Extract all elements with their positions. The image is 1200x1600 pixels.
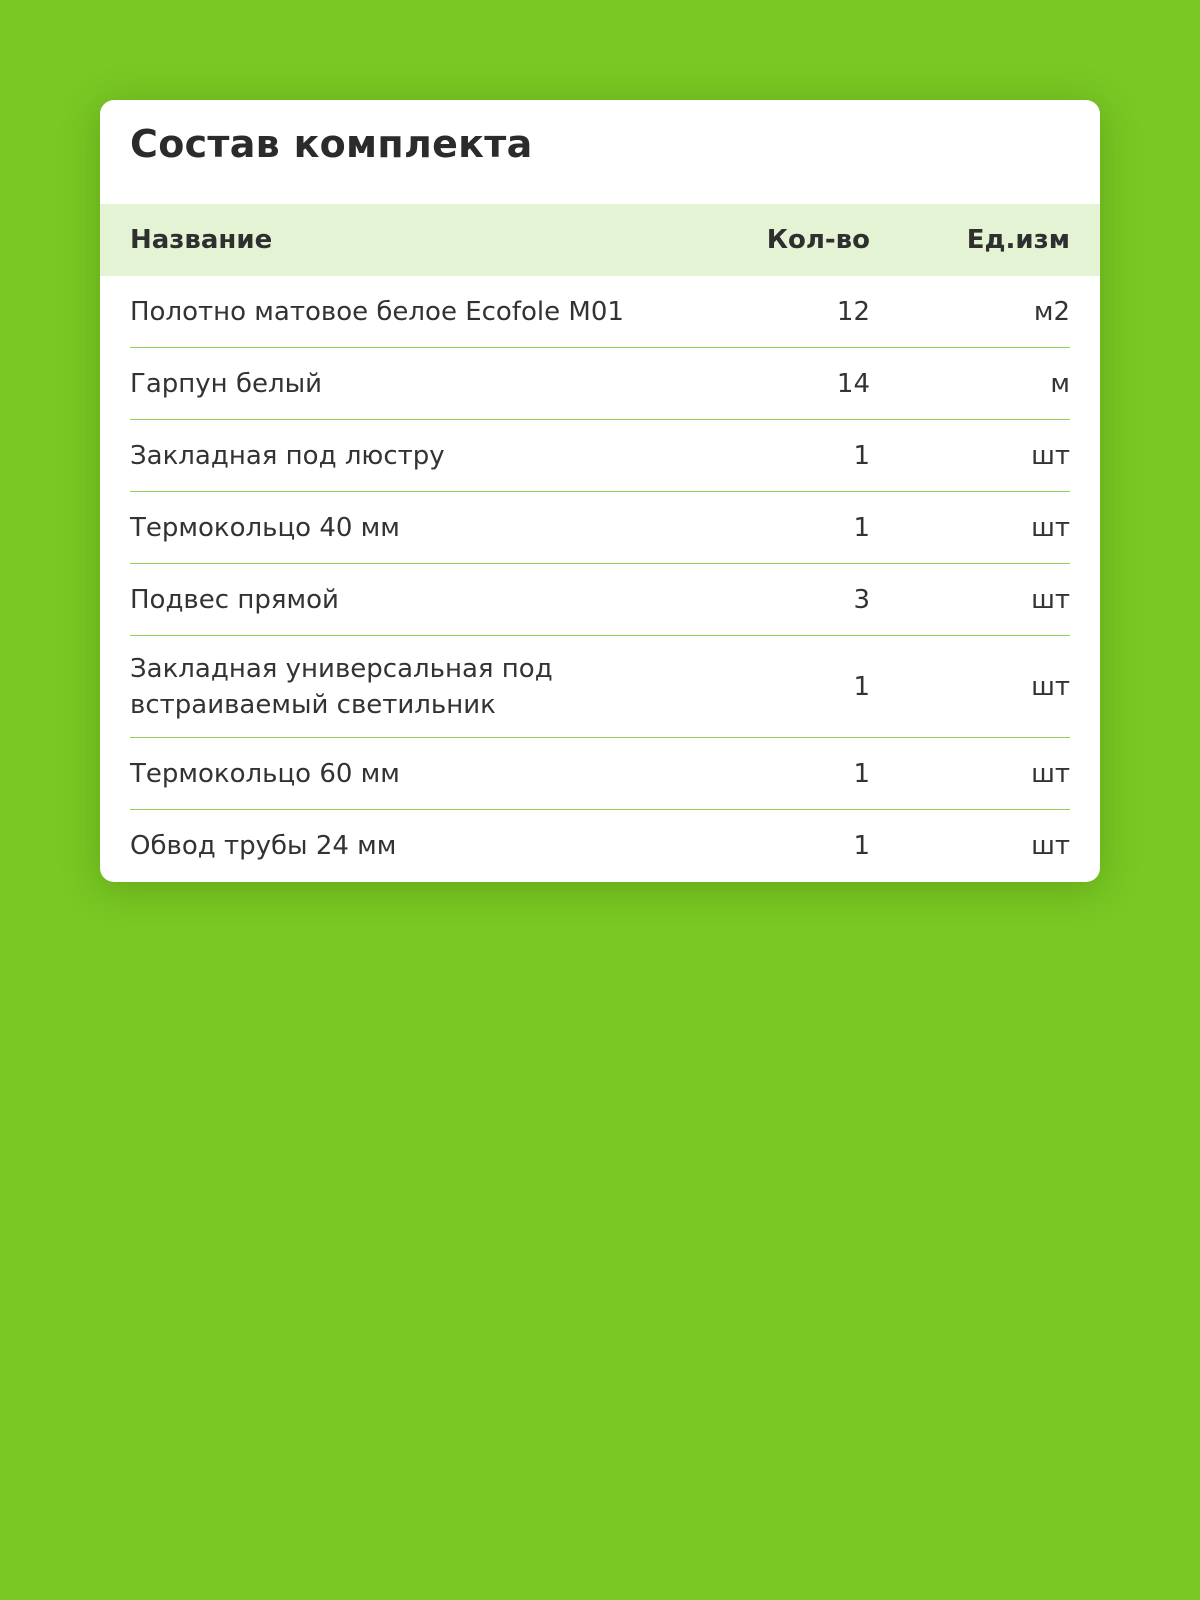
cell-name: Гарпун белый — [130, 368, 323, 399]
table-row — [130, 738, 1070, 810]
cell-unit: м2 — [1033, 296, 1070, 327]
cell-unit: шт — [1031, 584, 1070, 615]
cell-name: Термокольцо 60 мм — [130, 758, 400, 789]
header-unit: Ед.изм — [966, 225, 1070, 255]
table-row — [130, 276, 1070, 348]
table-row — [130, 564, 1070, 636]
cell-name: Подвес прямой — [130, 584, 339, 615]
header-name: Название — [130, 225, 273, 255]
cell-qty: 1 — [853, 758, 870, 789]
cell-name: Термокольцо 40 мм — [130, 512, 400, 543]
table-row — [130, 810, 1070, 882]
cell-unit: шт — [1031, 512, 1070, 543]
cell-unit: шт — [1031, 671, 1070, 702]
header-qty: Кол-во — [766, 225, 870, 255]
cell-name: Закладная универсальная под встраиваемый светильник — [130, 653, 553, 720]
cell-qty: 14 — [836, 368, 870, 399]
table-header — [100, 204, 1100, 276]
cell-unit: м — [1050, 368, 1070, 399]
cell-unit: шт — [1031, 758, 1070, 789]
cell-qty: 1 — [853, 512, 870, 543]
cell-name: Закладная под люстру — [130, 440, 445, 471]
cell-qty: 3 — [853, 584, 870, 615]
cell-qty: 1 — [853, 671, 870, 702]
cell-name: Полотно матовое белое Ecofole M01 — [130, 296, 624, 327]
cell-qty: 1 — [853, 440, 870, 471]
card-title: Состав комплекта — [130, 122, 533, 166]
table-row — [130, 348, 1070, 420]
cell-qty: 12 — [836, 296, 870, 327]
cell-qty: 1 — [853, 831, 870, 861]
table-body — [100, 276, 1100, 882]
table-row — [130, 492, 1070, 564]
cell-name: Обвод трубы 24 мм — [130, 831, 397, 861]
cell-unit: шт — [1031, 440, 1070, 471]
kit-contents-card — [100, 100, 1100, 882]
table-row — [130, 636, 1070, 738]
cell-unit: шт — [1031, 831, 1070, 861]
table-row — [130, 420, 1070, 492]
